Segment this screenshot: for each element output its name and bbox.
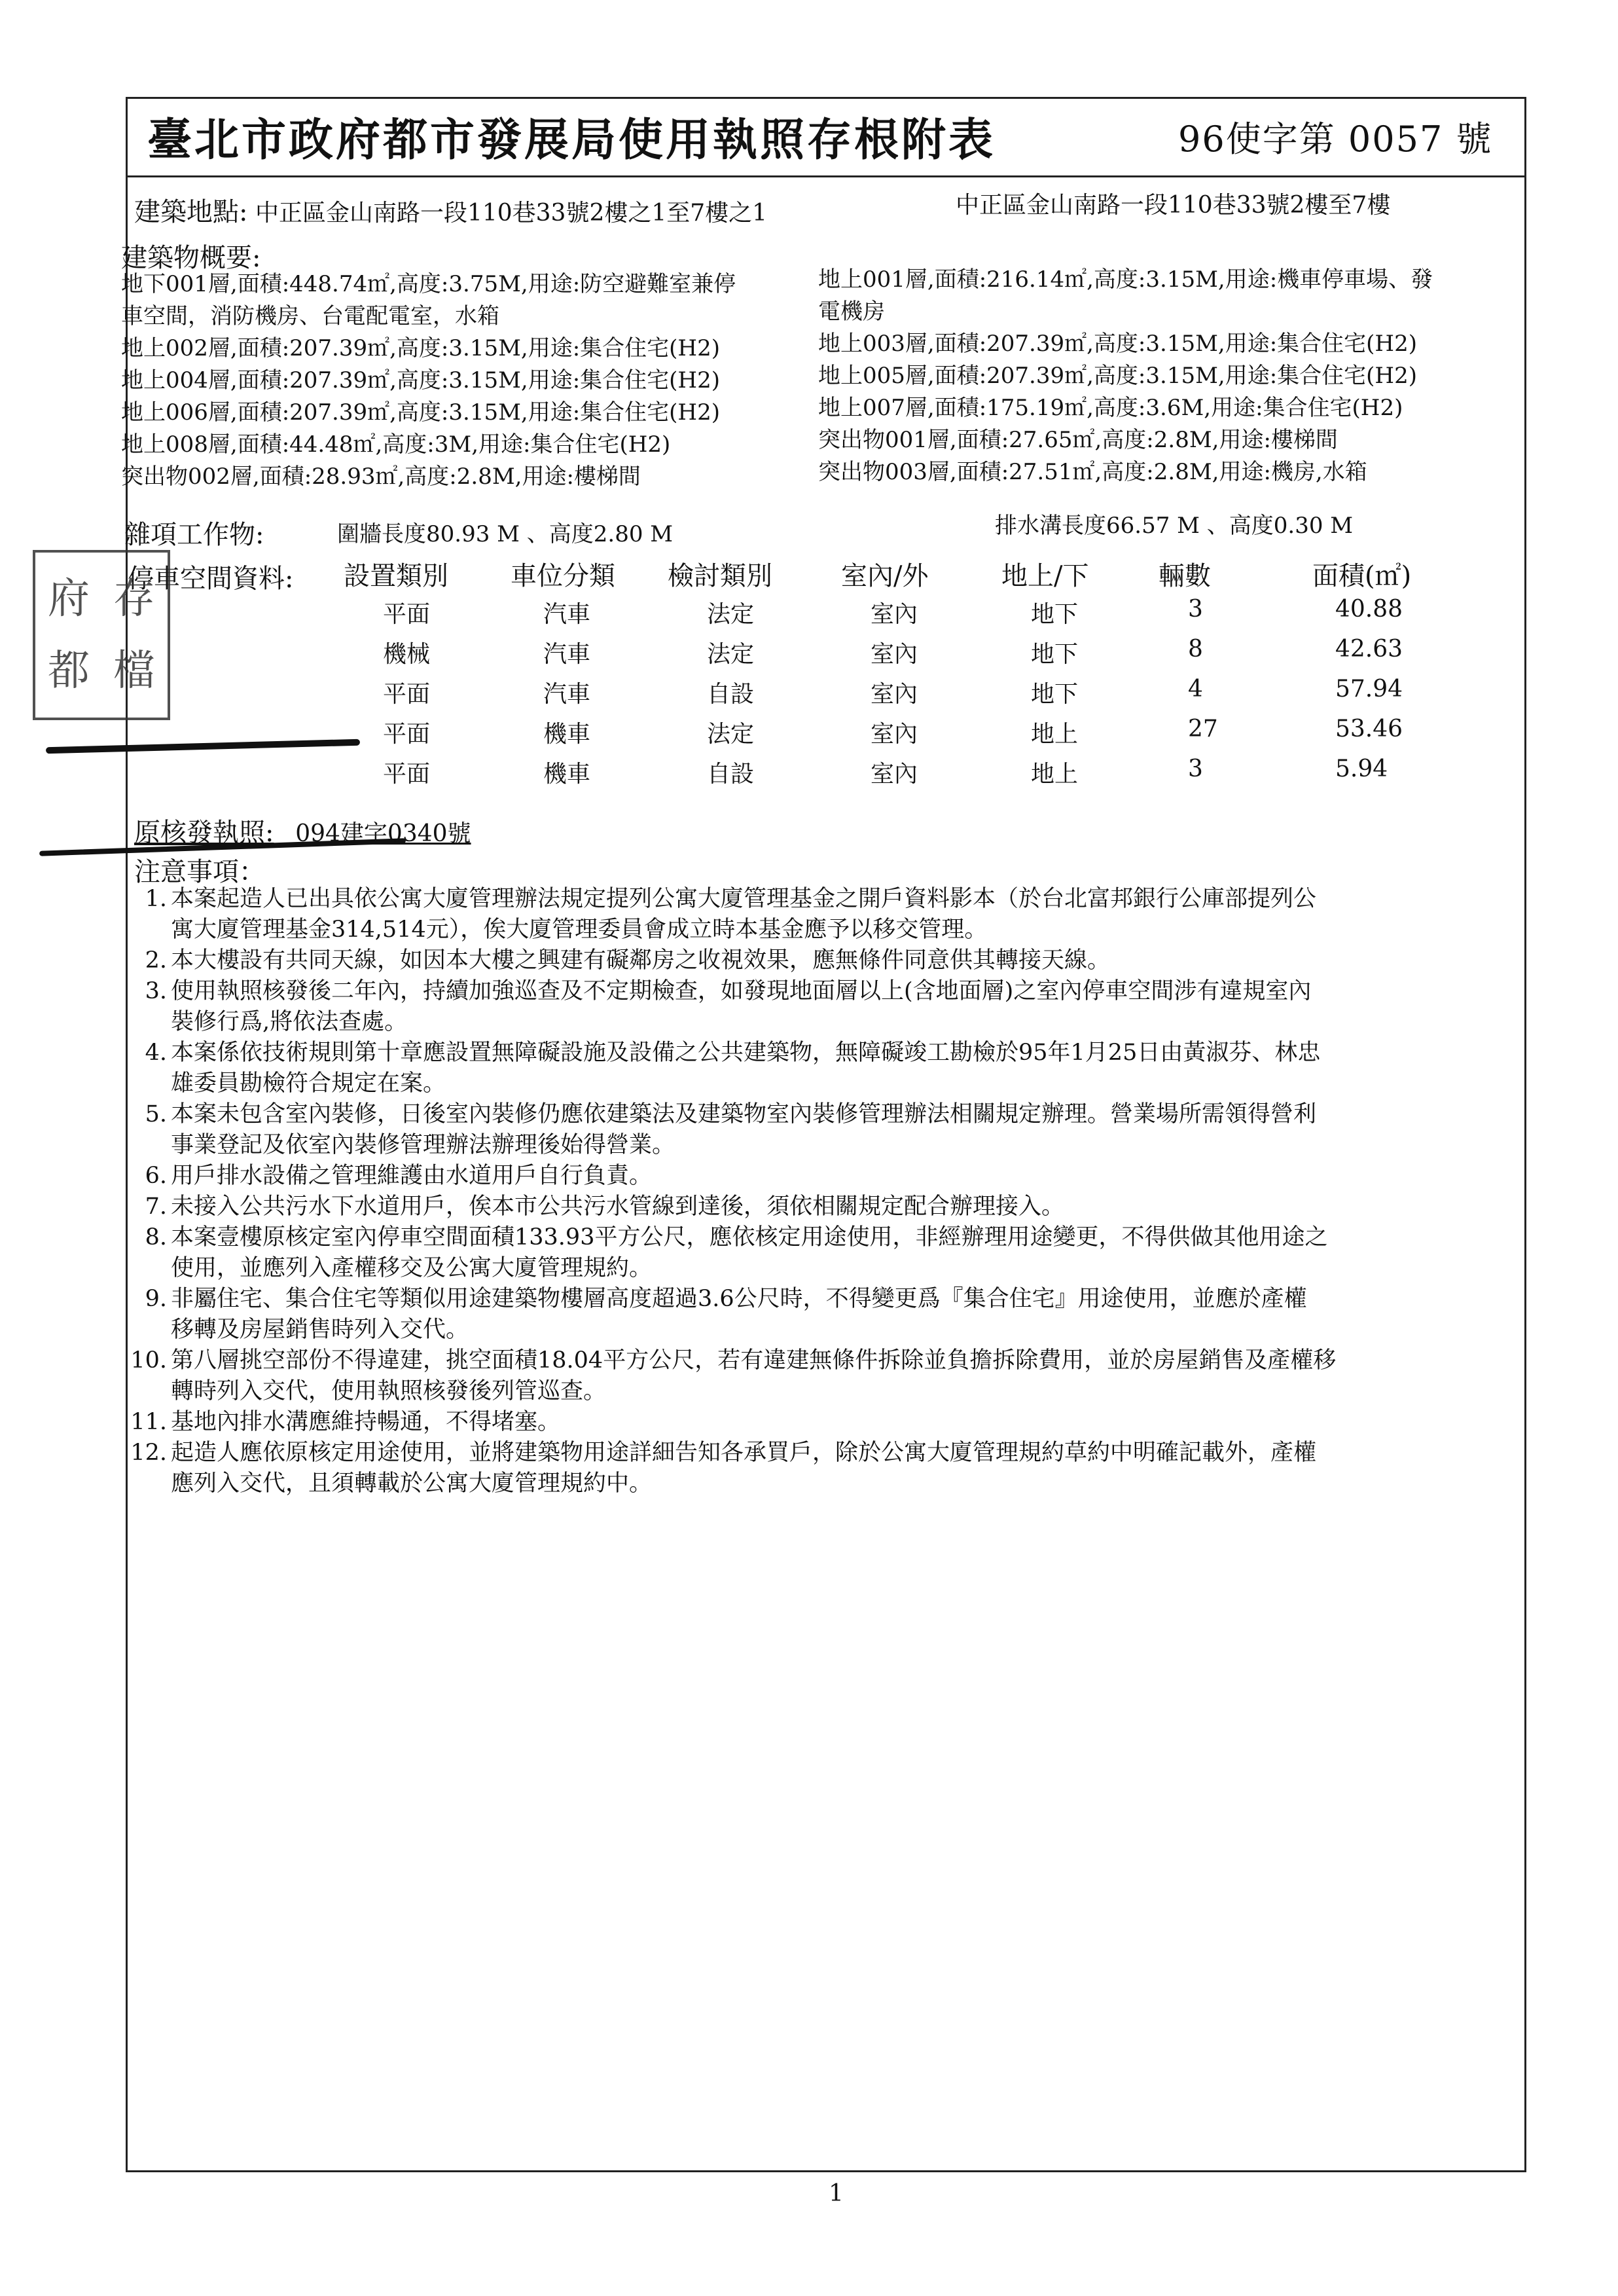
parking-cell: 自設 [707,681,755,708]
note-text: 用戶排水設備之管理維護由水道用戶自行負責。 [171,1163,653,1189]
stamp-char: 都 [48,647,90,695]
overview-line: 車空間，消防機房、台電配電室，水箱 [121,303,499,329]
note-line [128,884,1336,915]
note-line [128,945,1336,976]
note-item [128,1284,1336,1345]
original-permit-value: 094建字0340號 [295,820,471,847]
note-text: 使用執照核發後二年內，持續加強巡查及不定期檢查，如發現地面層以上(含地面層)之室內停車空間涉有違規室內 [171,978,1312,1004]
notes-label: 注意事項： [134,857,265,887]
title-divider [126,175,1526,177]
archive-stamp [33,550,170,720]
overview-line: 地上002層,面積:207.39㎡,高度:3.15M,用途:集合住宅(H2) [121,335,720,361]
stamp-char: 檔 [113,647,155,695]
permit-number: 96使字第 0057 號 [1178,118,1493,160]
note-number: 11. [130,1409,167,1435]
parking-cell: 27 [1188,716,1218,742]
note-text: 起造人應依原核定用途使用，並將建築物用途詳細告知各承買戶，除於公寓大廈管理規約草約中明確記載外，產權 [171,1440,1317,1466]
parking-cell: 平面 [383,601,431,628]
misc-works-wall: 圍牆長度80.93 M 、高度2.80 M [337,521,674,547]
parking-cell: 平面 [383,681,431,708]
note-text: 事業登記及依室內裝修管理辦法辦理後始得營業。 [171,1132,675,1158]
note-number: 8. [145,1224,167,1250]
parking-cell: 40.88 [1335,596,1403,623]
note-line [128,1192,1336,1222]
note-item [128,1438,1336,1499]
parking-cell: 42.63 [1335,636,1403,663]
overview-line: 突出物002層,面積:28.93㎡,高度:2.8M,用途:樓梯間 [121,464,641,490]
note-text: 裝修行爲,將依法查處。 [171,1009,408,1035]
note-text: 應列入交代，且須轉載於公寓大廈管理規約中。 [171,1470,653,1497]
parking-cell: 機車 [543,761,591,788]
note-item [128,1192,1336,1222]
overview-label: 建築物概要: [121,243,261,273]
note-text: 非屬住宅、集合住宅等類似用途建築物樓層高度超過3.6公尺時，不得變更爲『集合住宅』用途使用，並應於產權 [171,1286,1307,1312]
overview-line: 地上007層,面積:175.19㎡,高度:3.6M,用途:集合住宅(H2) [818,395,1403,421]
overview-line: 地下001層,面積:448.74㎡,高度:3.75M,用途:防空避難室兼停 [121,271,736,297]
parking-cell: 平面 [383,721,431,748]
note-text: 本案起造人已出具依公寓大廈管理辦法規定提列公寓大廈管理基金之開戶資料影本（於台北富邦銀行公庫部提列公 [171,886,1317,912]
parking-cell: 57.94 [1335,676,1403,702]
parking-header: 地上/下 [1001,561,1089,591]
page-title: 臺北市政府都市發展局使用執照存根附表 [147,114,996,166]
parking-cell: 3 [1188,596,1203,623]
note-number: 1. [145,886,167,912]
note-line [128,1222,1336,1253]
note-number: 6. [145,1163,167,1189]
note-text: 未接入公共污水下水道用戶，俟本市公共污水管線到達後，須依相關規定配合辦理接入。 [171,1194,1065,1220]
parking-cell: 室內 [871,681,918,708]
note-line [128,1315,1336,1345]
parking-cell: 室內 [871,641,918,668]
note-line [128,915,1336,945]
note-item [128,1222,1336,1284]
overview-line: 地上001層,面積:216.14㎡,高度:3.15M,用途:機車停車場、發 [818,266,1433,293]
parking-cell: 8 [1188,636,1203,663]
original-permit-label: 原核發執照: [134,818,274,848]
note-item [128,1407,1336,1438]
note-text: 雄委員勘檢符合規定在案。 [171,1070,446,1097]
location-row [134,191,767,228]
note-item [128,884,1336,945]
parking-cell: 汽車 [543,681,591,708]
note-line [128,1068,1336,1099]
parking-header: 車位分類 [511,561,615,591]
page-number: 1 [829,2180,844,2207]
location-address-left: 中正區金山南路一段110巷33號2樓之1至7樓之1 [255,200,768,227]
parking-header: 輛數 [1159,561,1211,591]
overview-right-column [818,264,1433,488]
location-label: 建築地點: [134,197,248,227]
parking-cell: 53.46 [1335,716,1403,742]
note-line [128,1376,1336,1407]
note-item [128,976,1336,1038]
parking-cell: 機車 [543,721,591,748]
note-item [128,945,1336,976]
parking-cell: 汽車 [543,601,591,628]
note-number: 10. [130,1347,167,1374]
overview-left-column [121,268,736,493]
note-number: 4. [145,1040,167,1066]
note-item [128,1345,1336,1407]
parking-cell: 地上 [1031,761,1079,788]
parking-cell: 汽車 [543,641,591,668]
overview-line: 突出物003層,面積:27.51㎡,高度:2.8M,用途:機房,水箱 [818,459,1367,485]
parking-cell: 4 [1188,676,1203,702]
overview-line: 地上008層,面積:44.48㎡,高度:3M,用途:集合住宅(H2) [121,431,671,458]
note-number: 3. [145,978,167,1004]
parking-header: 檢討類別 [668,561,772,591]
note-text: 本案係依技術規則第十章應設置無障礙設施及設備之公共建築物，無障礙竣工勘檢於95年1月25日由黃淑芬、林忠 [171,1040,1321,1066]
note-number: 5. [145,1101,167,1127]
parking-cell: 室內 [871,721,918,748]
note-text: 基地內排水溝應維持暢通，不得堵塞。 [171,1409,561,1435]
note-number: 9. [145,1286,167,1312]
misc-works-label: 雜項工作物: [124,520,264,550]
overview-line: 地上005層,面積:207.39㎡,高度:3.15M,用途:集合住宅(H2) [818,363,1417,389]
parking-header: 設置類別 [344,561,448,591]
overview-line: 地上003層,面積:207.39㎡,高度:3.15M,用途:集合住宅(H2) [818,331,1417,357]
note-line [128,1438,1336,1468]
parking-label: 停車空間資料: [128,564,294,594]
note-text: 轉時列入交代，使用執照核發後列管巡查。 [171,1378,607,1404]
parking-header: 面積(㎡) [1312,561,1412,591]
note-line [128,1253,1336,1284]
misc-works-drain: 排水溝長度66.57 M 、高度0.30 M [995,513,1354,539]
note-line [128,1007,1336,1038]
parking-cell: 地下 [1031,681,1079,708]
note-line [128,1099,1336,1130]
overview-line: 突出物001層,面積:27.65㎡,高度:2.8M,用途:樓梯間 [818,427,1338,453]
parking-cell: 室內 [871,761,918,788]
parking-cell: 法定 [707,641,755,668]
note-text: 寓大廈管理基金314,514元），俟大廈管理委員會成立時本基金應予以移交管理。 [171,917,988,943]
original-permit-row [134,812,471,849]
parking-cell: 地下 [1031,601,1079,628]
note-line [128,1284,1336,1315]
note-number: 2. [145,947,167,974]
note-text: 第八層挑空部份不得違建，挑空面積18.04平方公尺，若有違建無條件拆除並負擔拆除費用，並於房屋銷售及產權移 [171,1347,1337,1374]
parking-cell: 5.94 [1335,756,1388,782]
location-address-right: 中正區金山南路一段110巷33號2樓至7樓 [956,192,1391,219]
stamp-char: 府 [48,575,90,623]
parking-cell: 室內 [871,601,918,628]
overview-line: 電機房 [818,299,885,325]
note-number: 7. [145,1194,167,1220]
note-line [128,1468,1336,1499]
overview-line: 地上006層,面積:207.39㎡,高度:3.15M,用途:集合住宅(H2) [121,399,720,426]
parking-cell: 法定 [707,601,755,628]
note-line [128,1038,1336,1068]
note-text: 使用，並應列入產權移交及公寓大廈管理規約。 [171,1255,653,1281]
notes-list [128,884,1336,1499]
parking-cell: 平面 [383,761,431,788]
note-text: 本案未包含室內裝修，日後室內裝修仍應依建築法及建築物室內裝修管理辦法相關規定辦理。營業場所需領得營利 [171,1101,1317,1127]
stamp-char: 存 [113,575,155,623]
note-item [128,1161,1336,1192]
note-item [128,1038,1336,1099]
parking-cell: 法定 [707,721,755,748]
parking-cell: 自設 [707,761,755,788]
note-line [128,1130,1336,1161]
parking-cell: 地下 [1031,641,1079,668]
note-line [128,1161,1336,1192]
overview-line: 地上004層,面積:207.39㎡,高度:3.15M,用途:集合住宅(H2) [121,367,720,393]
parking-cell: 3 [1188,756,1203,782]
note-line [128,976,1336,1007]
note-line [128,1345,1336,1376]
parking-cell: 地上 [1031,721,1079,748]
note-text: 本大樓設有共同天線，如因本大樓之興建有礙鄰房之收視效果，應無條件同意供其轉接天線。 [171,947,1111,974]
note-text: 移轉及房屋銷售時列入交代。 [171,1317,469,1343]
note-line [128,1407,1336,1438]
parking-cell: 機械 [383,641,431,668]
note-number: 12. [130,1440,167,1466]
note-text: 本案壹樓原核定室內停車空間面積133.93平方公尺，應依核定用途使用，非經辦理用途變更，不得供做其他用途之 [171,1224,1328,1250]
note-item [128,1099,1336,1161]
parking-header: 室內/外 [841,561,929,591]
